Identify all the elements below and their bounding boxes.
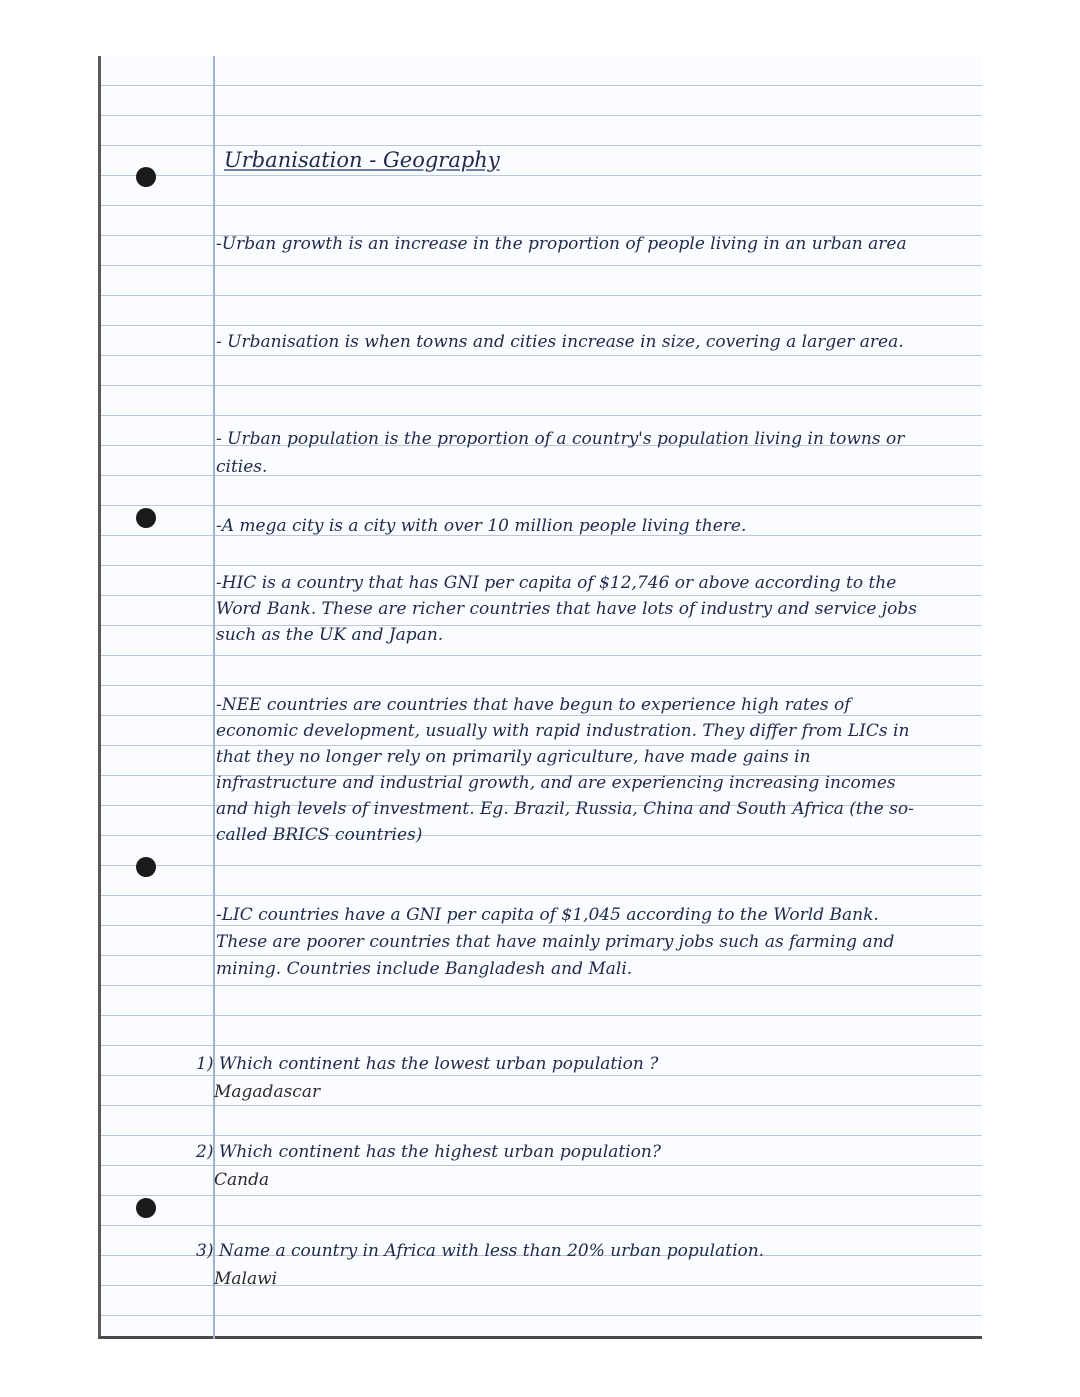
definition-urban-growth: -Urban growth is an increase in the proportion of people living in an urban area (216, 234, 907, 254)
answer-1: Magadascar (214, 1082, 321, 1102)
answer-2: Canda (214, 1170, 270, 1190)
question-2: 2) Which continent has the highest urban population? (196, 1142, 661, 1162)
definition-mega-city: -A mega city is a city with over 10 million people living there. (216, 516, 747, 536)
punch-hole (136, 167, 156, 187)
definition-urbanisation: - Urbanisation is when towns and cities increase in size, covering a larger area. (216, 332, 904, 352)
punch-hole (136, 508, 156, 528)
definition-urban-population: - Urban population is the proportion of a country's population living in towns or cities. (216, 429, 905, 477)
question-3: 3) Name a country in Africa with less than 20% urban population. (196, 1241, 765, 1261)
answer-3: Malawi (214, 1269, 278, 1289)
punch-hole (136, 1198, 156, 1218)
question-1: 1) Which continent has the lowest urban population ? (196, 1054, 659, 1074)
definition-hic: -HIC is a country that has GNI per capita of $12,746 or above according to the Word Bank. These are richer countries that have lots of industry and service jobs such as the UK and Japan. (216, 573, 917, 645)
punch-hole (136, 857, 156, 877)
definition-nee: -NEE countries are countries that have begun to experience high rates of economic development, usually with rapid industration. They differ from LICs in that they no longer rely on primarily agriculture, have made gains in infrastructure and industrial growth, and are experiencing increasing incomes and high levels of investment. Eg. Brazil, Russia, China and South Africa (the so-called BRICS countries) (216, 695, 914, 845)
page-title: Urbanisation - Geography (224, 148, 500, 172)
definition-lic: -LIC countries have a GNI per capita of $1,045 according to the World Bank. These are poorer countries that have mainly primary jobs such as farming and mining. Countries include Bangladesh and Mali. (216, 905, 895, 979)
